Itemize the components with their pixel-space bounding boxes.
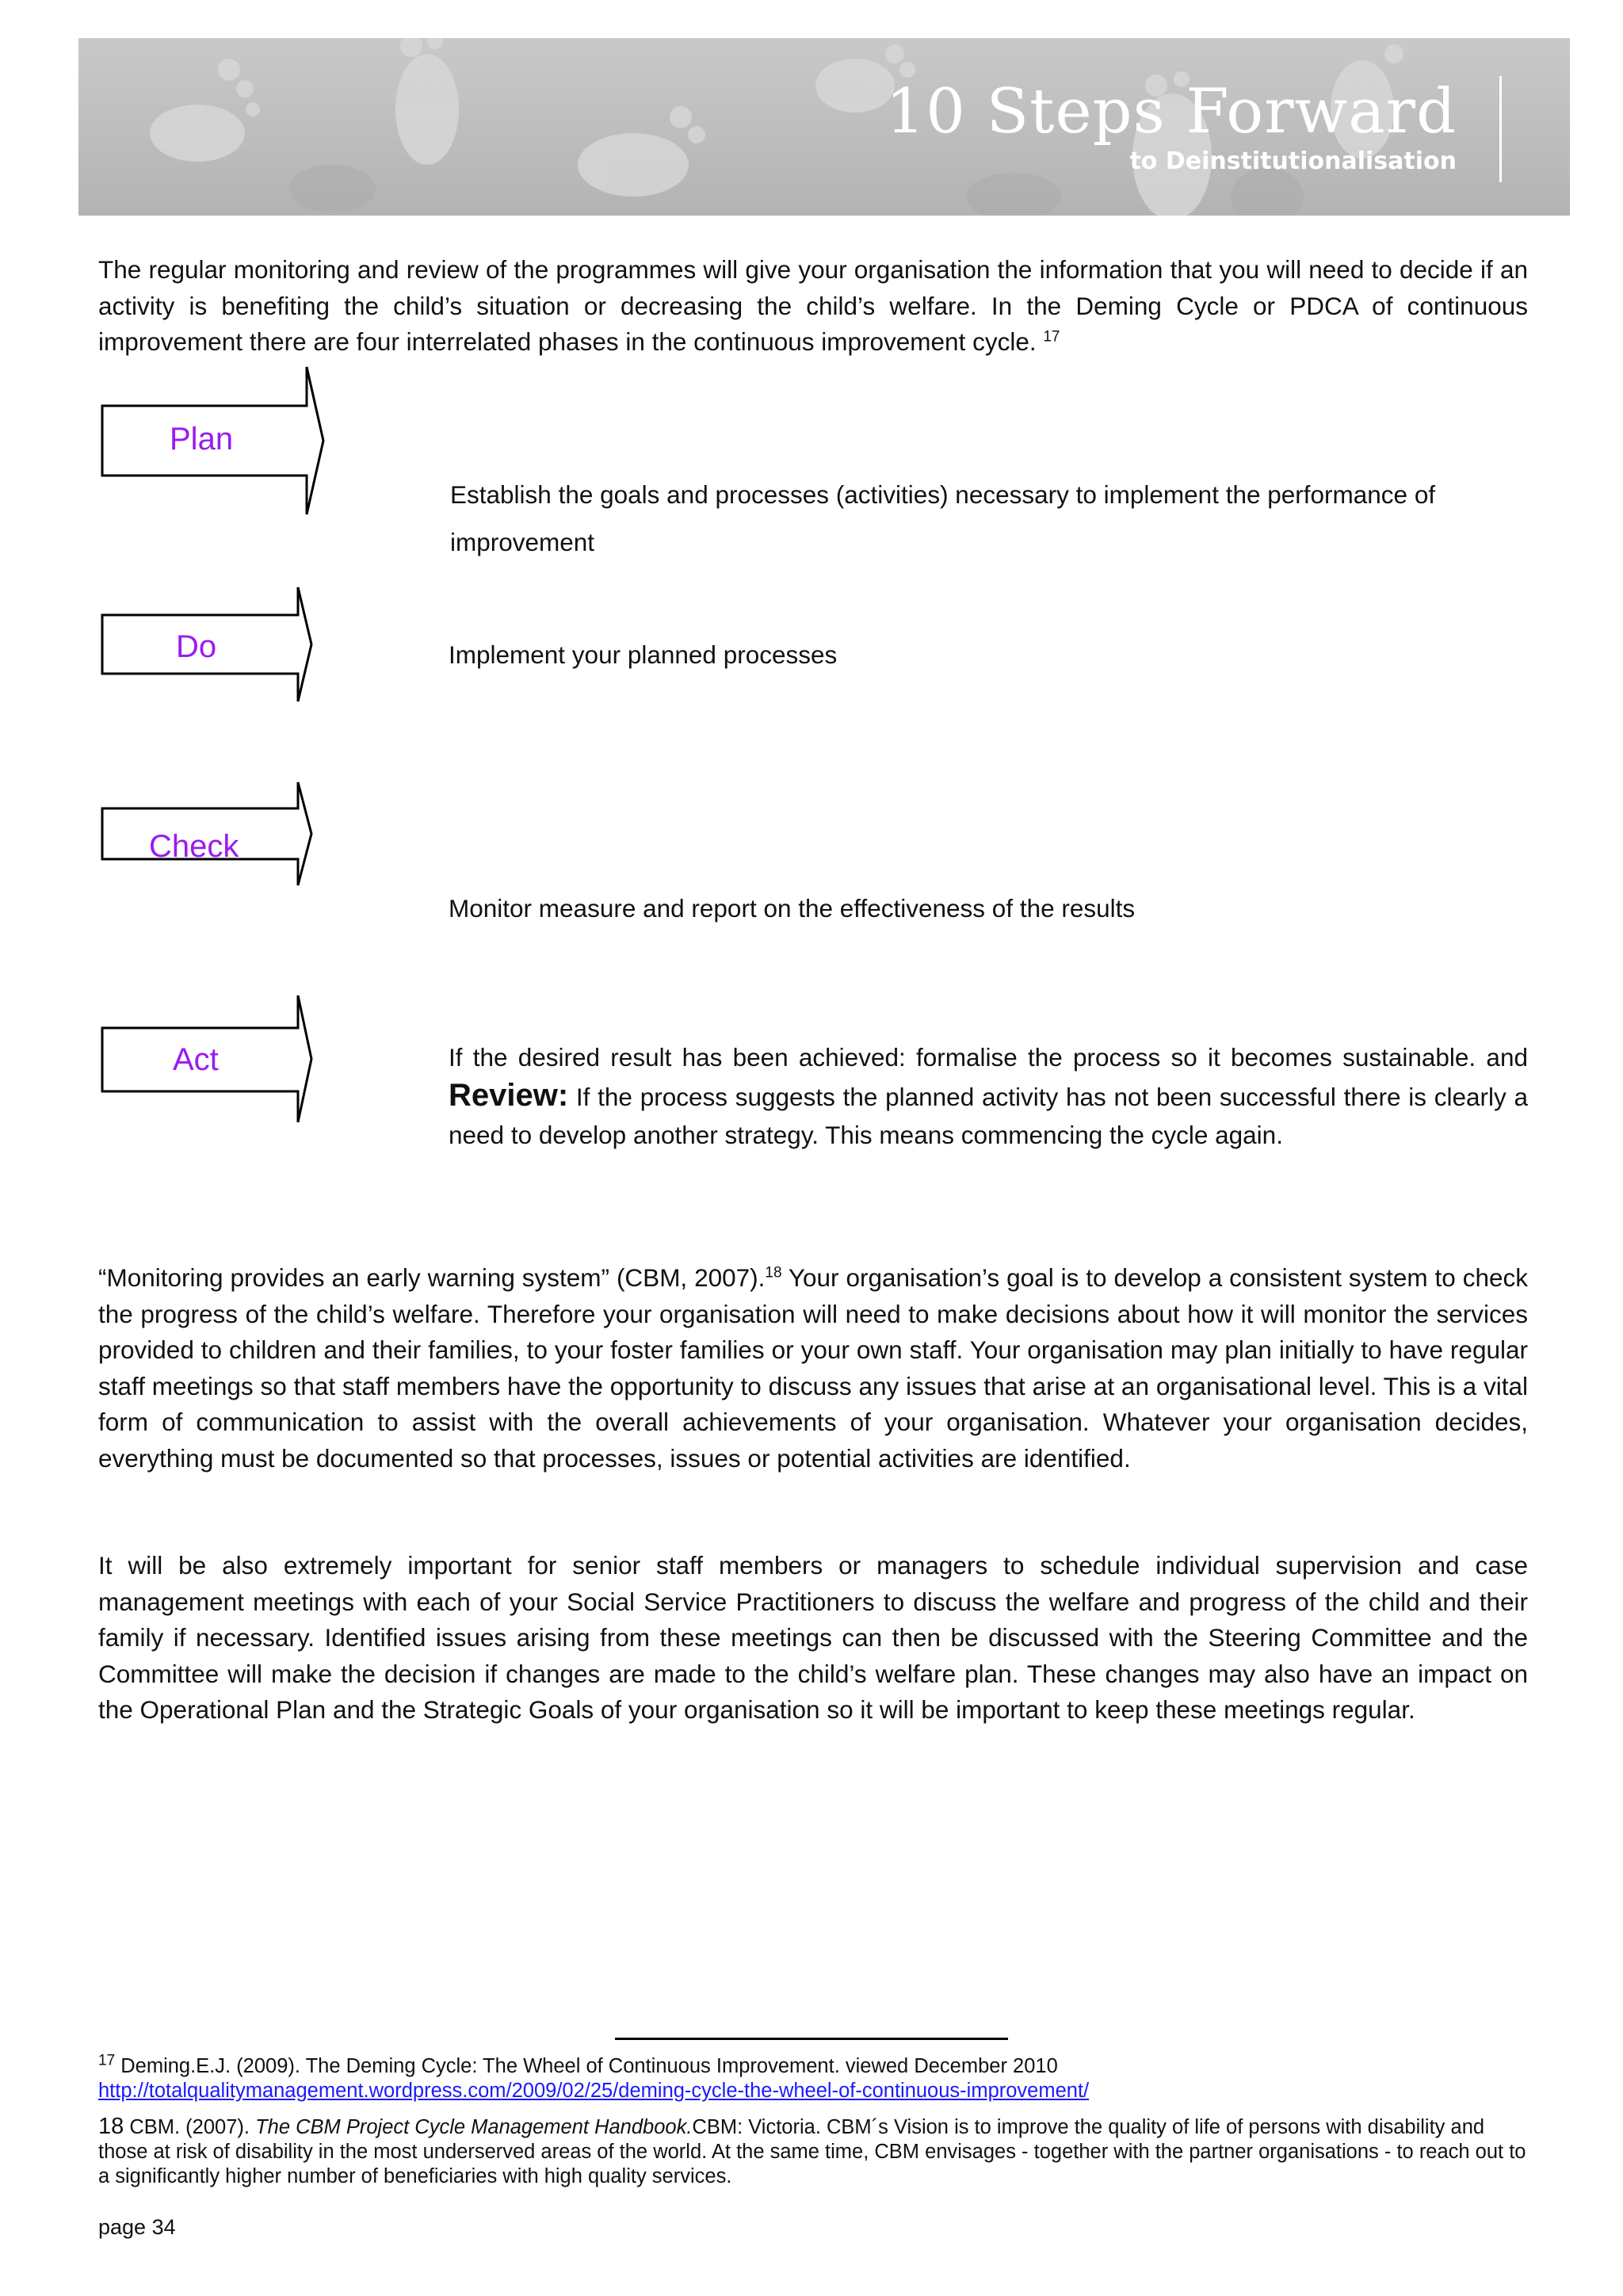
phase-description-plan: Establish the goals and processes (activities) necessary to implement the performance of improvement [450, 480, 1436, 556]
phase-act [100, 993, 314, 1125]
act-and: and [1486, 1043, 1528, 1072]
monitoring-text: Your organisation’s goal is to develop a consistent system to check the progress of the child’s welfare. Therefore your organisation will need to make decisions about how it will monitor the services provided to children and their families, to your foster families or your own staff. Your organisation may plan initially to have regular staff meetings so that staff members have the opportunity to discuss any issues that arise at an organisational level. This is a vital form of communication to assist with the overall achievements of your organisation. Whatever your organisation decides, everything must be documented so that processes, issues or potential activities are identified. [98, 1263, 1528, 1473]
footnote-book-title: The CBM Project Cycle Management Handbook. [255, 2116, 693, 2138]
page-number: page 34 [98, 2215, 176, 2239]
footnote-number: 17 [98, 2052, 116, 2069]
monitoring-paragraph [98, 1260, 1528, 1477]
phase-label-check: Check [149, 829, 239, 864]
footnote-17 [98, 2054, 1528, 2103]
footnote-number: 18 [98, 2114, 124, 2139]
review-heading: Review: [449, 1078, 569, 1113]
header-banner [78, 38, 1570, 216]
phase-do [100, 585, 314, 704]
phase-label-plan: Plan [170, 422, 234, 457]
footnote-ref-18: 18 [765, 1264, 782, 1282]
phase-check [100, 780, 314, 888]
phase-plan [100, 365, 326, 517]
act-line1: If the desired result has been achieved: formalise the process so it becomes sustainable. [449, 1043, 1476, 1072]
phase-description-check: Monitor measure and report on the effectiveness of the results [449, 894, 1136, 923]
intro-text: The regular monitoring and review of the programmes will give your organisation the information that you will need to decide if an activity is benefiting the child’s situation or decreasing the child’s welfare. In the Deming Cycle or PDCA of continuous improvement there are four interrelated phases in the continuous improvement cycle. [98, 255, 1528, 356]
banner-title: 10 Steps Forward [885, 76, 1457, 147]
monitoring-quote: “Monitoring provides an early warning system” (CBM, 2007). [98, 1263, 766, 1292]
phase-description-act [449, 1038, 1528, 1154]
banner-divider [1499, 76, 1502, 182]
intro-paragraph [98, 252, 1528, 361]
phase-label-do: Do [176, 629, 217, 664]
footnote-text: CBM: Victoria. CBM´s Vision is to improve the quality of life of persons with disability and those at risk of disability in the most underserved areas of the world. At the same time, CBM envisages - together with the partner organisations - to reach out to a significantly higher number of beneficiaries with high quality services. [98, 2116, 1526, 2187]
phase-description-do: Implement your planned processes [449, 640, 838, 669]
banner-subtitle: to Deinstitutionalisation [1129, 147, 1457, 175]
footnote-separator [615, 2038, 1008, 2040]
supervision-paragraph: It will be also extremely important for senior staff members or managers to schedule individual supervision and case management meetings with each of your Social Service Practitioners to discuss the welfare and progress of the child and their family if necessary. Identified issues arising from these meetings can then be discussed with the Steering Committee and the Committee will make the decision if changes are made to the child’s welfare plan. These changes may also have an impact on the Operational Plan and the Strategic Goals of your organisation so it will be important to keep these meetings regular. [98, 1551, 1528, 1724]
footnote-text: Deming.E.J. (2009). The Deming Cycle: The Wheel of Continuous Improvement. viewed December 2010 [115, 2055, 1058, 2077]
phase-label-act: Act [173, 1042, 219, 1077]
footnote-text: CBM. (2007). [124, 2116, 256, 2138]
act-rest: If the process suggests the planned activity has not been successful there is clearly a need to develop another strategy. This means commencing the cycle again. [449, 1083, 1528, 1149]
footnote-ref-17: 17 [1043, 328, 1060, 346]
footnote-18 [98, 2115, 1528, 2189]
footnote-link[interactable]: http://totalqualitymanagement.wordpress.com/2009/02/25/deming-cycle-the-wheel-of-continuous-improvement/ [98, 2080, 1090, 2102]
